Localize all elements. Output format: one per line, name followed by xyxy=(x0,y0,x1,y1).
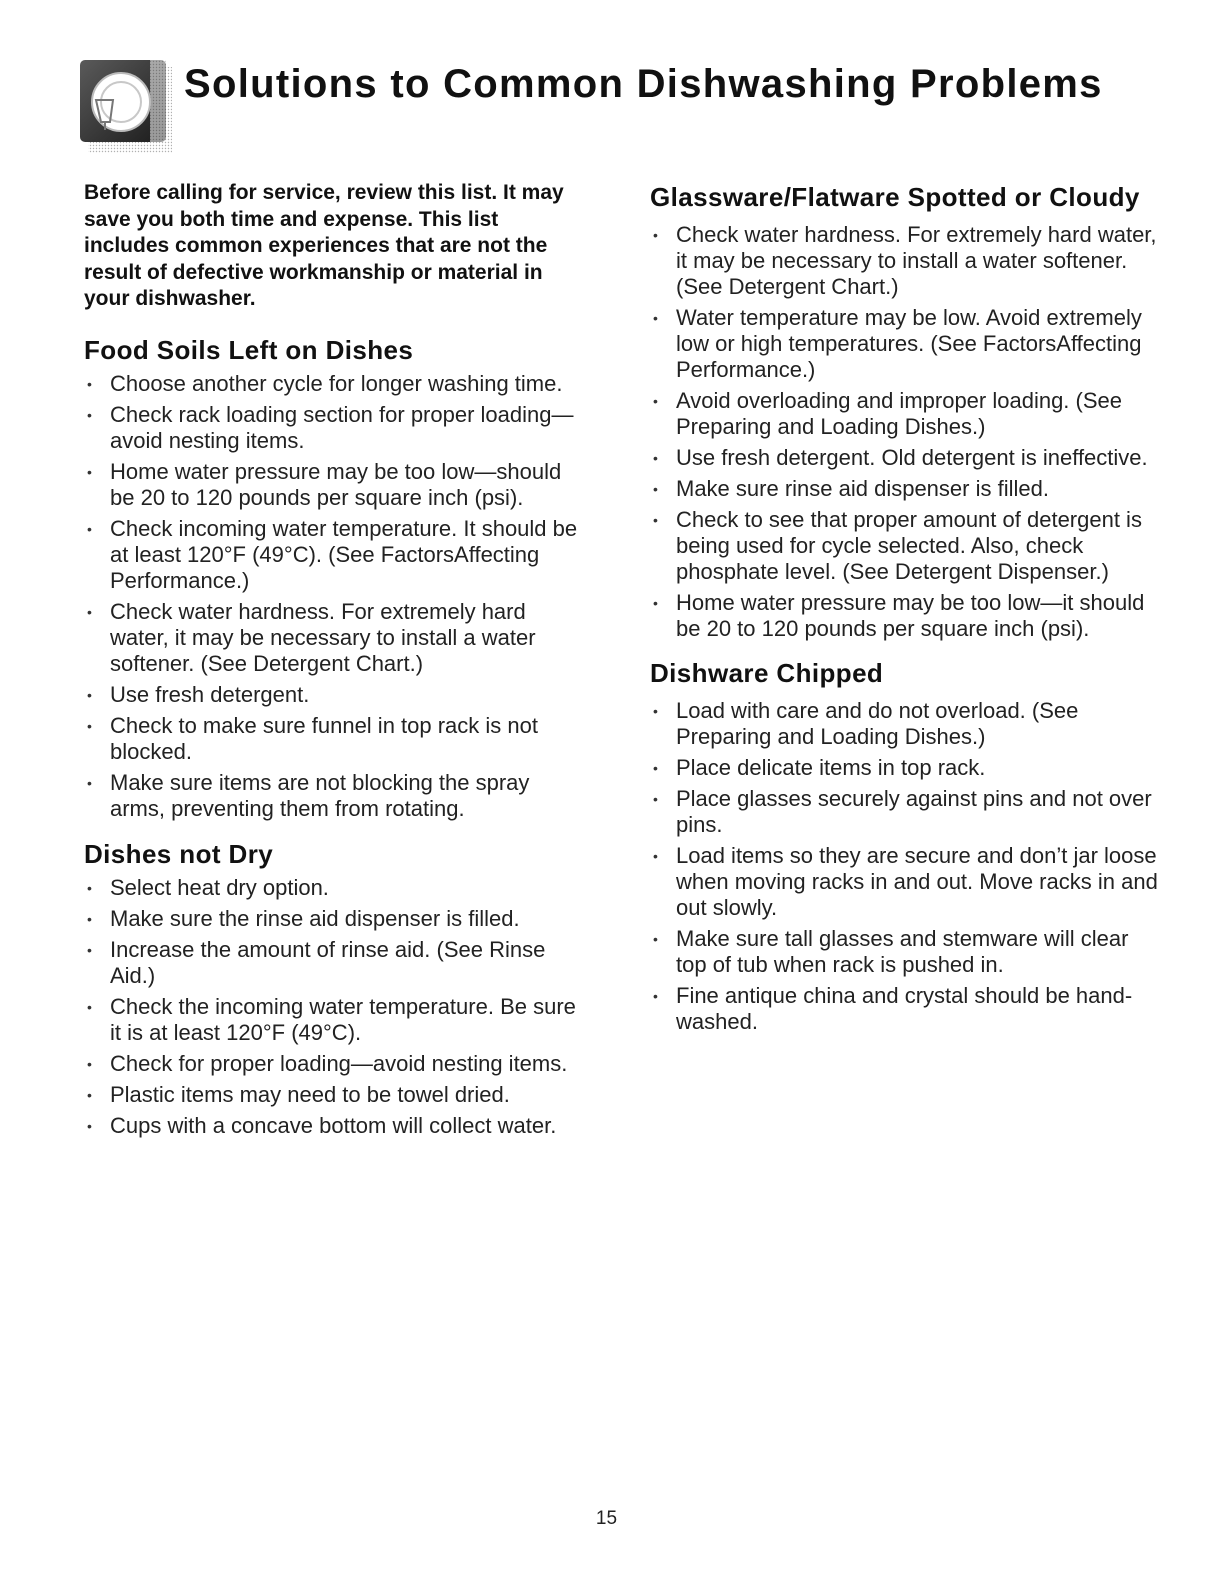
list-item xyxy=(650,222,1160,300)
bullet-icon: • xyxy=(87,879,92,896)
bullet-icon: • xyxy=(653,760,658,776)
bullet-icon: • xyxy=(87,941,92,958)
list-item-text: Use fresh detergent. Old detergent is ineffective. xyxy=(676,445,1148,470)
bullet-list xyxy=(650,698,1160,1035)
list-item-text: Load items so they are secure and don’t jar loose when moving racks in and out. Move racks in and out slowly. xyxy=(676,843,1158,920)
page-header xyxy=(80,60,1180,155)
list-item xyxy=(650,926,1160,978)
list-item xyxy=(84,875,584,901)
bullet-icon: • xyxy=(87,463,92,480)
list-item-text: Check incoming water temperature. It should be at least 120°F (49°C). (See FactorsAffecting Performance.) xyxy=(110,515,578,593)
list-item-text: Select heat dry option. xyxy=(110,874,329,900)
list-item-text: Plastic items may need to be towel dried. xyxy=(110,1081,510,1107)
bullet-icon: • xyxy=(87,520,92,537)
intro-paragraph: Before calling for service, review this list. It may save you both time and expense. This list includes common experiences that are not the result of defective workmanship or material in your dishwasher. xyxy=(84,181,564,310)
list-item-text: Avoid overloading and improper loading. (See Preparing and Loading Dishes.) xyxy=(676,388,1122,439)
list-item xyxy=(650,843,1160,921)
bullet-icon: • xyxy=(87,375,92,392)
list-item-text: Increase the amount of rinse aid. (See Rinse Aid.) xyxy=(110,936,546,988)
section-heading: Dishes not Dry xyxy=(84,838,274,869)
bullet-icon: • xyxy=(87,774,92,791)
bullet-icon: • xyxy=(87,406,92,423)
bullet-icon: • xyxy=(87,1055,92,1072)
right-sections xyxy=(650,180,1160,1035)
section xyxy=(650,180,1160,642)
bullet-icon: • xyxy=(87,603,92,620)
list-item xyxy=(650,698,1160,750)
list-item-text: Check water hardness. For extremely hard water, it may be necessary to install a water softener. (See Detergent Chart.) xyxy=(676,222,1157,299)
list-item-text: Make sure items are not blocking the spray arms, preventing them from rotating. xyxy=(110,769,530,821)
list-item-text: Check water hardness. For extremely hard water, it may be necessary to install a water softener. (See Detergent Chart.) xyxy=(110,598,536,676)
list-item xyxy=(650,590,1160,642)
bullet-icon: • xyxy=(87,910,92,927)
list-item-text: Check to make sure funnel in top rack is not blocked. xyxy=(110,712,538,764)
bullet-icon: • xyxy=(87,1117,92,1134)
list-item xyxy=(650,305,1160,383)
list-item-text: Place glasses securely against pins and not over pins. xyxy=(676,786,1152,837)
list-item xyxy=(84,371,584,397)
bullet-icon: • xyxy=(653,988,658,1004)
bullet-icon: • xyxy=(653,595,658,611)
left-column xyxy=(84,180,584,1144)
bullet-icon: • xyxy=(653,512,658,528)
bullet-icon: • xyxy=(653,450,658,466)
bullet-icon: • xyxy=(653,703,658,719)
list-item-text: Choose another cycle for longer washing time. xyxy=(110,370,563,396)
bullet-icon: • xyxy=(87,717,92,734)
list-item-text: Cups with a concave bottom will collect water. xyxy=(110,1112,557,1138)
bullet-icon: • xyxy=(653,227,658,243)
list-item-text: Home water pressure may be too low—it should be 20 to 120 pounds per square inch (psi). xyxy=(676,590,1145,641)
bullet-icon: • xyxy=(653,481,658,497)
list-item-text: Load with care and do not overload. (See Preparing and Loading Dishes.) xyxy=(676,698,1079,749)
list-item-text: Check for proper loading—avoid nesting items. xyxy=(110,1050,568,1076)
list-item xyxy=(84,770,584,822)
list-item-text: Use fresh detergent. xyxy=(110,681,310,707)
list-item xyxy=(84,402,584,454)
bullet-list xyxy=(650,222,1160,642)
list-item-text: Make sure rinse aid dispenser is filled. xyxy=(676,476,1049,501)
list-item xyxy=(650,388,1160,440)
list-item xyxy=(84,994,584,1046)
section xyxy=(84,335,584,822)
bullet-list xyxy=(84,371,584,822)
list-item-text: Make sure the rinse aid dispenser is filled. xyxy=(110,905,520,931)
left-sections xyxy=(84,335,584,1139)
list-item xyxy=(84,599,584,677)
list-item-text: Check the incoming water temperature. Be sure it is at least 120°F (49°C). xyxy=(110,993,576,1045)
list-item xyxy=(84,1082,584,1108)
section-heading: Glassware/Flatware Spotted or Cloudy xyxy=(650,182,1140,212)
list-item xyxy=(650,445,1160,471)
list-item xyxy=(84,1051,584,1077)
list-item xyxy=(650,507,1160,585)
list-item xyxy=(84,937,584,989)
list-item xyxy=(84,516,584,594)
list-item xyxy=(650,786,1160,838)
bullet-icon: • xyxy=(653,848,658,864)
section xyxy=(650,656,1160,1035)
list-item-text: Fine antique china and crystal should be hand-washed. xyxy=(676,983,1133,1034)
list-item-text: Make sure tall glasses and stemware will clear top of tub when rack is pushed in. xyxy=(676,926,1129,977)
bullet-icon: • xyxy=(87,1086,92,1103)
list-item xyxy=(84,459,584,511)
list-item xyxy=(84,682,584,708)
list-item xyxy=(84,906,584,932)
list-item xyxy=(84,713,584,765)
list-item-text: Home water pressure may be too low—should be 20 to 120 pounds per square inch (psi). xyxy=(110,458,562,510)
list-item xyxy=(84,1113,584,1139)
list-item-text: Place delicate items in top rack. xyxy=(676,755,986,780)
page-number: 15 xyxy=(595,1508,618,1529)
section-heading: Food Soils Left on Dishes xyxy=(84,334,414,365)
section xyxy=(84,839,584,1139)
list-item-text: Water temperature may be low. Avoid extremely low or high temperatures. (See FactorsAffecting Performance.) xyxy=(676,305,1142,382)
bullet-icon: • xyxy=(653,393,658,409)
bullet-icon: • xyxy=(653,310,658,326)
bullet-icon: • xyxy=(653,791,658,807)
list-item xyxy=(650,983,1160,1035)
page-title: Solutions to Common Dishwashing Problems xyxy=(184,62,1103,106)
list-item xyxy=(650,476,1160,502)
list-item xyxy=(650,755,1160,781)
list-item-text: Check to see that proper amount of detergent is being used for cycle selected. Also, check phosphate level. (See Detergent Dispenser.) xyxy=(676,507,1142,584)
bullet-icon: • xyxy=(87,998,92,1015)
bullet-icon: • xyxy=(87,686,92,703)
section-heading: Dishware Chipped xyxy=(650,658,884,688)
list-item-text: Check rack loading section for proper loading—avoid nesting items. xyxy=(110,401,574,453)
right-column xyxy=(650,180,1160,1040)
bullet-list xyxy=(84,875,584,1139)
bullet-icon: • xyxy=(653,931,658,947)
dish-glass-icon xyxy=(80,60,172,153)
